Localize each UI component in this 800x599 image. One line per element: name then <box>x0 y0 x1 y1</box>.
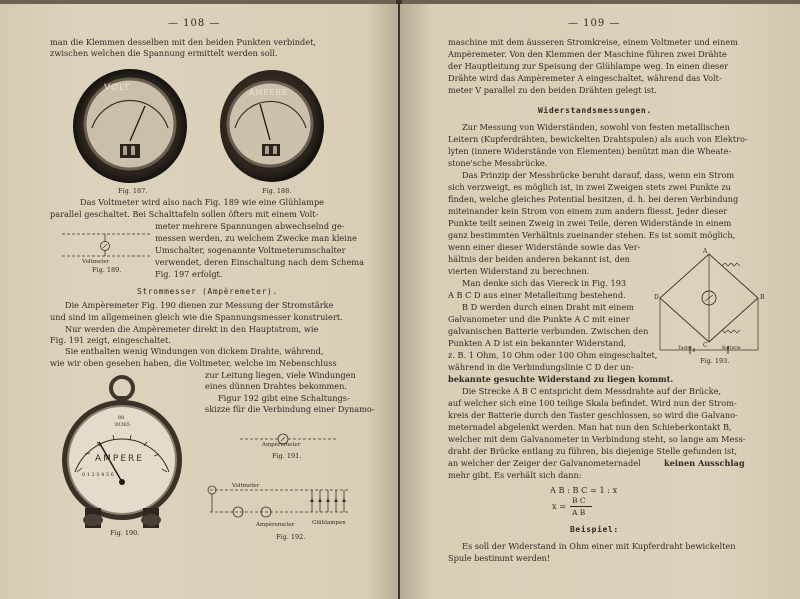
dial-serial: 30365 <box>114 422 130 428</box>
text-line: vierten Widerstand zu berechnen. <box>448 266 590 276</box>
text-line: Ampèremeter. Von den Klemmen der Maschine führen zwei Drähte <box>448 49 727 59</box>
text-line: stone'sche Messbrücke. <box>448 158 548 168</box>
text-line: Es soll der Widerstand in Ohm einer mit Kupferdraht bewickelten <box>462 541 736 551</box>
figure-caption: Fig. 193. <box>700 357 730 365</box>
text-line: Fig. 191 zeigt, eingeschaltet. <box>50 335 171 345</box>
text-line: maschine mit dem äusseren Stromkreise, einem Voltmeter und einem <box>448 37 738 47</box>
figure-caption: Fig. 187. <box>118 187 148 195</box>
text-line: Das Prinzip der Messbrücke beruht darauf, dass, wenn ein Strom <box>462 170 735 180</box>
bridge-point-label: A <box>703 248 708 255</box>
text-line: A B C D aus einer Metalleitung bestehend. <box>448 290 626 300</box>
bridge-point-label: B <box>760 294 765 301</box>
dial-serial: 88 <box>118 415 125 421</box>
text-line: Leitern (Kupferdrähten, bewickelten Drahtspulen) als auch von Elektro- <box>448 134 748 144</box>
text-line: der Hauptleitung zur Speisung der Glühlampe weg. In einen dieser <box>448 61 728 71</box>
ampmeter-photo <box>220 68 328 186</box>
text-line: Die Strecke A B C entspricht dem Messdrahte auf der Brücke, <box>462 386 722 396</box>
dial-label-ampere: AMPERE <box>95 454 144 464</box>
diagram-label: Taster <box>678 346 693 351</box>
text-line: B D werden durch einen Draht mit einem <box>462 302 635 312</box>
bridge-point-label: D <box>654 294 659 301</box>
text-line: finden, welche gleiches Potential besitzen, d. h. bei deren Verbindung <box>448 194 739 204</box>
diagram-label: Ampèremeter <box>262 442 301 448</box>
text-line: Sie enthalten wenig Windungen von dickem Drahte, während, <box>65 346 324 356</box>
text-line: mehr gibt. Es verhält sich dann: <box>448 470 582 480</box>
text-line: galvanischen Batterie verbunden. Zwischen den <box>448 326 649 336</box>
text-line: eines dünnen Drahtes bekommen. <box>205 381 347 391</box>
section-heading: Strommesser (Ampèremeter). <box>137 287 278 296</box>
text-line: Figur 192 gibt eine Schaltungs- <box>218 393 350 403</box>
text-line: bekannte gesuchte Widerstand zu liegen kommt. <box>448 374 674 384</box>
section-heading: Widerstandsmessungen. <box>538 106 652 115</box>
ampmeter-circuit-diagram <box>238 424 338 454</box>
text-line: Umschalter, sogenannte Voltmeterumschalter <box>155 245 346 255</box>
text-line: meter V parallel zu den beiden Drähten gelegt ist. <box>448 85 657 95</box>
formula-numerator: B C <box>572 496 586 505</box>
diagram-label: Glühlampen <box>312 520 346 526</box>
text-line: skizze für die Verbindung einer Dynamo- <box>205 404 375 414</box>
section-heading: Beispiel: <box>570 525 619 534</box>
text-line: zwischen welchen die Spannung ermittelt werden soll. <box>50 48 278 58</box>
formula-denominator: A B <box>572 508 586 517</box>
text-line: wenn einer dieser Widerstände sowie das Ver- <box>448 242 641 252</box>
formula: A B : B C = 1 : x <box>550 485 618 495</box>
text-line: draht der Brücke entlang zu führen, bis diejenige Stelle gefunden ist, <box>448 446 738 456</box>
bold-text: keinen Ausschlag <box>664 458 745 468</box>
text-line: Nur werden die Ampèremeter direkt in den Hauptstrom, wie <box>65 324 319 334</box>
formula-lhs: x = <box>552 501 567 511</box>
text-line: wie wir oben gesehen haben, die Voltmeter, welche im Nebenschluss <box>50 358 337 368</box>
left-page <box>0 4 398 599</box>
text-line: meter mehrere Spannungen abwechselnd ge- <box>155 221 345 231</box>
text-line: miteinander kein Strom von einem zum andern fliesst. Jeder dieser <box>448 206 728 216</box>
text-line: welcher mit dem Galvanometer in Verbindung steht, so lange am Mess- <box>448 434 746 444</box>
diagram-label: Batterie <box>722 346 741 351</box>
bridge-point-label: C <box>703 342 708 349</box>
diagram-label: Voltmeter <box>232 483 260 489</box>
text-line: verwendet, deren Einschaltung nach dem Schema <box>155 257 364 267</box>
wheatstone-bridge-diagram <box>650 246 768 356</box>
page-number: — 108 — <box>168 18 221 29</box>
text-line: an welcher der Zeiger der Galvanometernadel <box>448 458 641 468</box>
figure-caption: Fig. 192. <box>276 533 306 541</box>
text-line: Galvanometer und die Punkte A C mit einer <box>448 314 630 324</box>
diagram-label: Ampèremeter <box>256 522 295 528</box>
text-line: Das Voltmeter wird also nach Fig. 189 wie eine Glühlampe <box>80 197 325 207</box>
figure-caption: Fig. 190. <box>110 529 140 537</box>
page-number: — 109 — <box>568 18 621 29</box>
text-line: Fig. 197 erfolgt. <box>155 269 223 279</box>
meter-label-volt: VOLT <box>104 83 131 93</box>
text-line: z. B. 1 Ohm, 10 Ohm oder 100 Ohm eingeschaltet, <box>448 350 658 360</box>
text-line: auf welcher sich eine 100 teilige Skala befindet. Wird nun der Strom- <box>448 398 737 408</box>
text-line: ganz bestimmten Verhältnis zueinander stehen. Es ist somit möglich, <box>448 230 736 240</box>
meter-label-ampere: AMPERE <box>249 88 288 97</box>
text-line: Spule bestimmt werden! <box>448 553 551 563</box>
diagram-label: Voltmeter <box>82 259 110 265</box>
text-line: Zur Messung von Widerständen, sowohl von festen metallischen <box>462 122 730 132</box>
text-line: parallel geschaltet. Bei Schalttafeln sollen öfters mit einem Volt- <box>50 209 319 219</box>
text-line: man die Klemmen desselben mit den beiden Punkten verbindet, <box>50 37 317 47</box>
text-line: Punkten A D ist ein bekannter Widerstand, <box>448 338 627 348</box>
text-line: und sind im allgemeinen gleich wie die Spannungsmesser konstruiert. <box>50 312 343 322</box>
text-line: messen werden, zu welchem Zwecke man kleine <box>155 233 358 243</box>
text-line: kreis der Batterie durch den Taster geschlossen, so wird die Galvano- <box>448 410 738 420</box>
text-line: meternadel abgelenkt werden. Man hat nun den Schieberkontakt B, <box>448 422 732 432</box>
text-line: sich verzweigt, es möglich ist, in zwei Zweigen stets zwei Punkte zu <box>448 182 731 192</box>
text-line: Punkte teilt seinen Zweig in zwei Teile, deren Widerstände in einem <box>448 218 732 228</box>
right-page <box>400 4 800 599</box>
text-line: Die Ampèremeter Fig. 190 dienen zur Messung der Stromstärke <box>65 300 334 310</box>
text-line: während in die Verbindungslinie C D der un- <box>448 362 634 372</box>
figure-caption: Fig. 189. <box>92 266 122 274</box>
text-line: Man denke sich das Viereck in Fig. 193 <box>462 278 627 288</box>
text-line: lyten (innere Widerstände von Elementen) benützt man die Wheate- <box>448 146 732 156</box>
dial-scale: 0 1 2 3 4 5 6 <box>82 472 114 478</box>
figure-caption: Fig. 191. <box>272 452 302 460</box>
text-line: Drähte wird das Ampèremeter A eingeschaltet, während das Volt- <box>448 73 722 83</box>
figure-caption: Fig. 188. <box>262 187 292 195</box>
text-line: zur Leitung liegen, viele Windungen <box>205 370 356 380</box>
text-line: hältnis der beiden anderen bekannt ist, den <box>448 254 630 264</box>
